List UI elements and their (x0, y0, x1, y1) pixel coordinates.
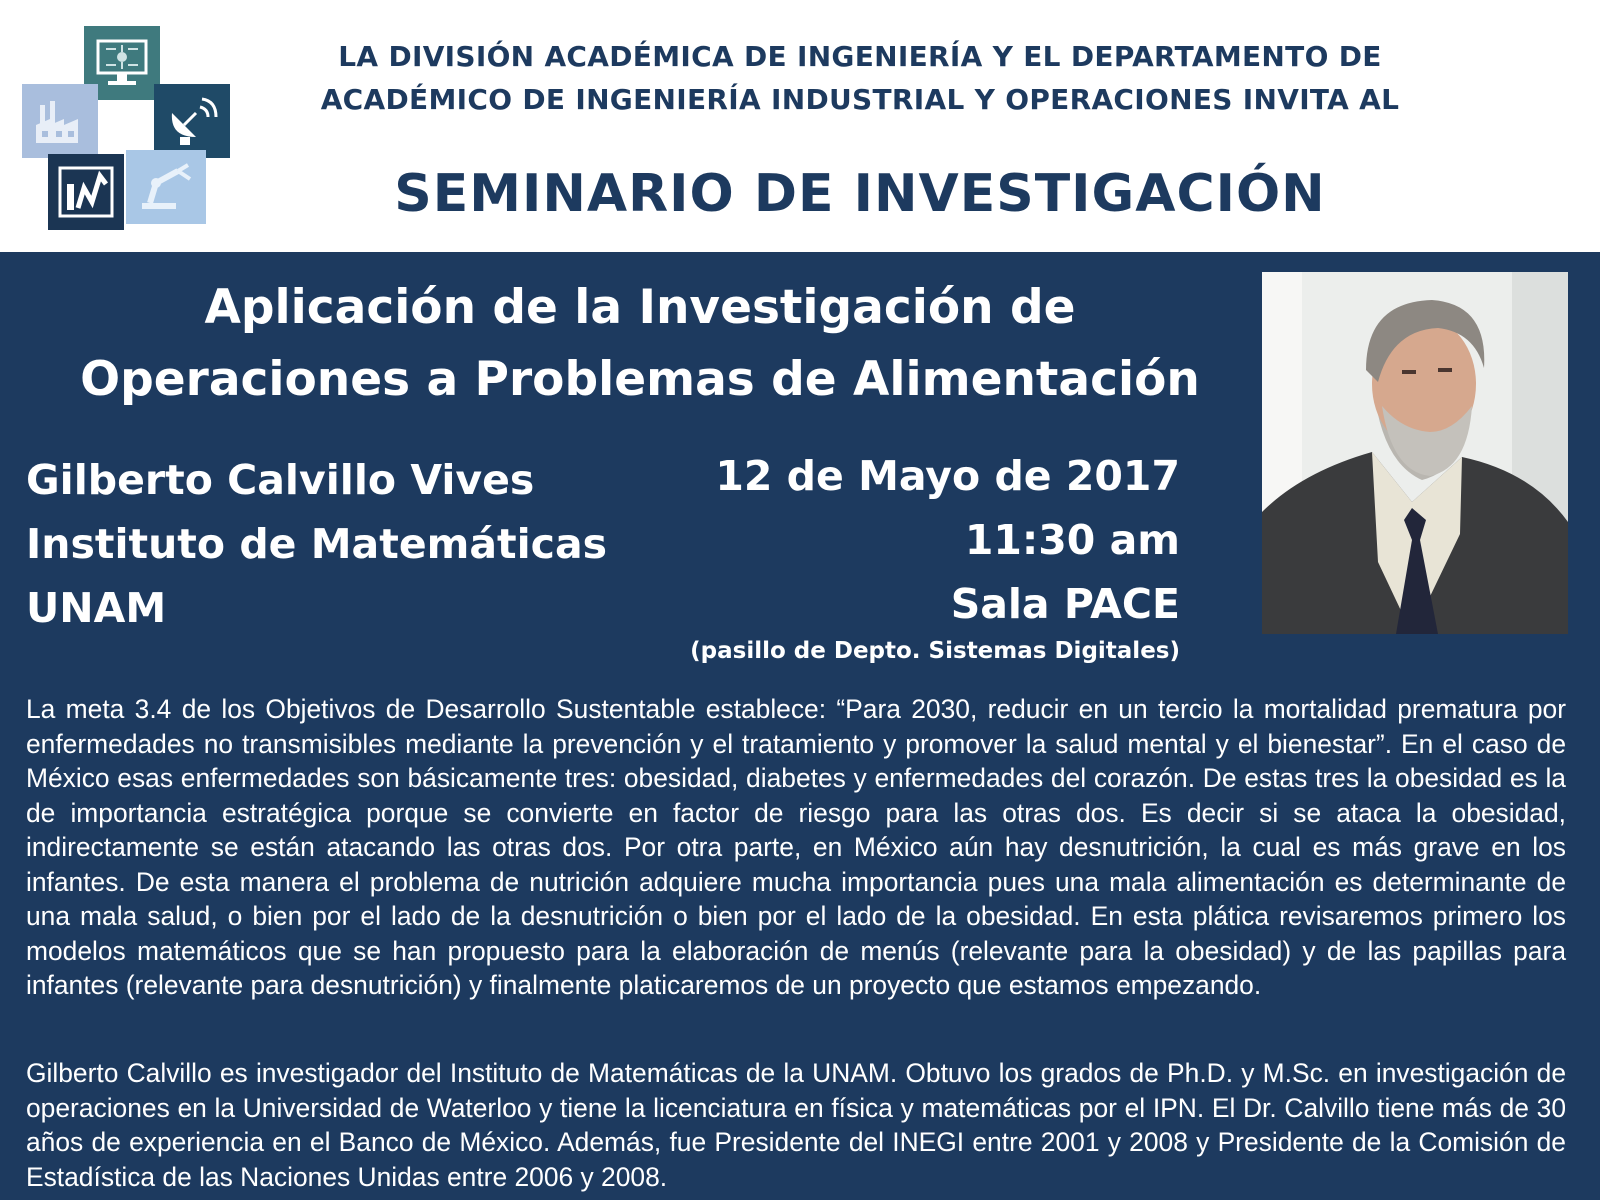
institution-line-2: ACADÉMICO DE INGENIERÍA INDUSTRIAL Y OPERACIONES INVITA AL (320, 83, 1400, 116)
talk-title (30, 272, 1250, 416)
factory-icon (22, 84, 98, 158)
event-time: 11:30 am (964, 516, 1180, 564)
event-panel (0, 252, 1600, 1200)
speaker-university: UNAM (26, 584, 167, 632)
robot-arm-icon (126, 150, 206, 224)
event-date: 12 de Mayo de 2017 (715, 452, 1180, 500)
satellite-dish-icon (154, 84, 230, 158)
speaker-bio-paragraph: Gilberto Calvillo es investigador del Instituto de Matemáticas de la UNAM. Obtuvo los grados de Ph.D. y M.Sc. en investigación de operaciones en la Universidad de Waterloo y tiene la licenciatura en física y matemáticas por el IPN. El Dr. Calvillo tiene más de 30 años de experiencia en el Banco de México. Además, fue Presidente del INEGI entre 2001 y 2008 y Presidente de la Comisión de Estadística de las Naciones Unidas entre 2006 y 2008. (26, 1058, 1566, 1192)
event-room: Sala PACE (950, 580, 1180, 628)
event-location-note: (pasillo de Depto. Sistemas Digitales) (690, 638, 1180, 664)
talk-title-line-2: Operaciones a Problemas de Alimentación (80, 352, 1200, 407)
abstract-paragraph: La meta 3.4 de los Objetivos de Desarrollo Sustentable establece: “Para 2030, reducir en un tercio la mortalidad prematura por enfermedades no transmisibles mediante la prevención y el tratamiento y promover la salud mental y el bienestar”. En el caso de México esas enfermedades son básicamente tres: obesidad, diabetes y enfermedades del corazón. De estas tres la obesidad es la de importancia estratégica porque se convierte en factor de riesgo para las otras dos. Es decir si se ataca la obesidad, indirectamente se están atacando las otras dos. Por otra parte, en México aún hay desnutrición, la cual es más grave en los infantes. De esta manera el problema de nutrición adquiere mucha importancia pues una mala alimentación es determinante de una mala salud, o bien por el lado de la desnutrición o bien por el lado de la obesidad. En esta plática revisaremos primero los modelos matemáticos que se han propuesto para la elaboración de menús (relevante para la obesidad) y de las papillas para infantes (relevante para desnutrición) y finalmente platicaremos de un proyecto que estamos empezando. (26, 694, 1566, 1000)
speaker-name: Gilberto Calvillo Vives (26, 456, 535, 504)
speaker-photo (1262, 272, 1568, 634)
speaker-institute: Instituto de Matemáticas (26, 520, 608, 568)
department-logo (18, 22, 228, 232)
seminar-title: SEMINARIO DE INVESTIGACIÓN (394, 164, 1326, 224)
talk-title-line-1: Aplicación de la Investigación de (204, 280, 1076, 335)
institution-line-1: LA DIVISIÓN ACADÉMICA DE INGENIERÍA Y EL DEPARTAMENTO DE (338, 40, 1382, 73)
header (0, 0, 1600, 252)
chart-logo-icon (48, 154, 124, 230)
